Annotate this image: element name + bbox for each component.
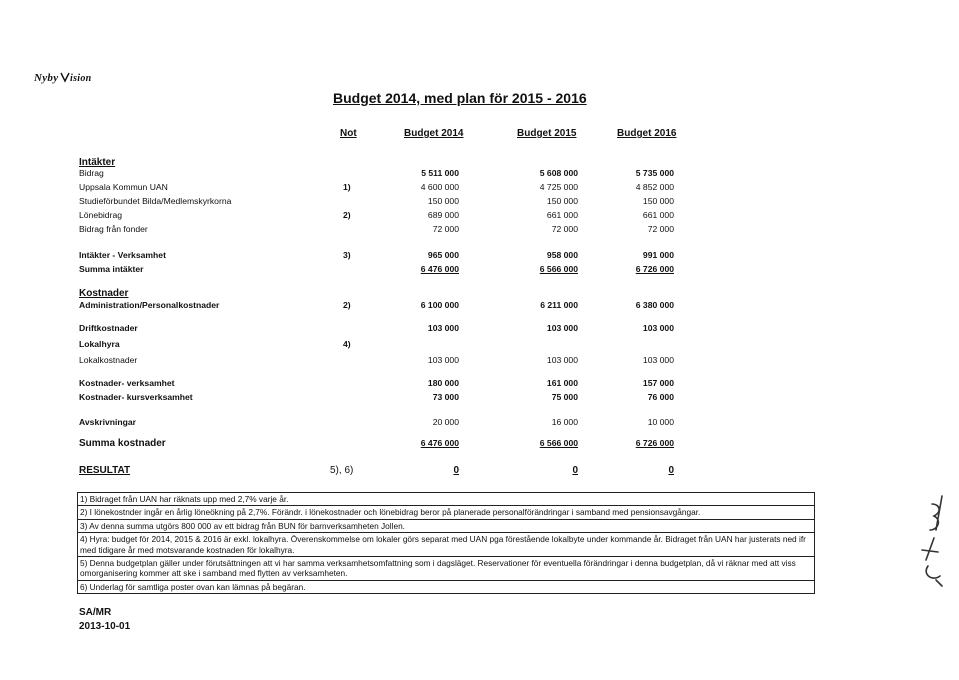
value-2015: 161 000 (546, 378, 578, 388)
row-intakter-verksamhet (0, 250, 959, 263)
value-2016: 6 726 000 (635, 264, 674, 274)
signature-date: 2013-10-01 (79, 621, 131, 632)
row-note: 4) (343, 339, 351, 349)
footnote: 6) Underlag för samtliga poster ovan kan lämnas på begäran. (80, 581, 306, 592)
value-2016: 150 000 (642, 196, 674, 206)
value-2015: 5 608 000 (539, 168, 578, 178)
value-2014: 4 600 000 (420, 182, 459, 192)
row-administration (0, 300, 959, 313)
row-kostnader-verksamhet (0, 378, 959, 391)
value-2014: 20 000 (432, 417, 459, 427)
row-lokalhyra (0, 339, 959, 352)
value-2016: 72 000 (647, 224, 674, 234)
footnote: 1) Bidraget från UAN har räknats upp med 2,7% varje år. (78, 493, 814, 506)
row-note: 5), 6) (330, 465, 354, 476)
logo (34, 70, 100, 88)
value-2016: 6 726 000 (635, 438, 674, 448)
row-note: 3) (343, 250, 351, 260)
value-2015: 0 (572, 465, 578, 476)
section-income: Intäkter (79, 157, 116, 168)
row-uppsala-kommun (0, 182, 959, 195)
row-label: Lokalkostnader (79, 355, 138, 365)
value-2015: 103 000 (546, 355, 578, 365)
row-note: 2) (343, 210, 351, 220)
row-summa-intakter (0, 264, 959, 277)
row-label: Bidrag (79, 168, 104, 178)
row-kostnader-kursverksamhet (0, 392, 959, 405)
row-avskrivningar (0, 417, 959, 430)
value-2016: 103 000 (642, 355, 674, 365)
value-2016: 103 000 (642, 323, 674, 333)
row-lonebidrag (0, 210, 959, 223)
value-2015: 72 000 (551, 224, 578, 234)
row-note: 2) (343, 300, 351, 310)
value-2016: 661 000 (642, 210, 674, 220)
value-2014: 103 000 (427, 323, 459, 333)
value-2014: 5 511 000 (421, 168, 459, 178)
row-label: Administration/Personalkostnader (79, 300, 220, 310)
value-2014: 72 000 (432, 224, 459, 234)
row-lokalkostnader (0, 355, 959, 368)
signature-initials: SA/MR (79, 607, 112, 618)
header-note: Not (340, 128, 357, 139)
value-2016: 5 735 000 (635, 168, 674, 178)
footnote: 5) Denna budgetplan gäller under förutsättningen att vi har samma verksamhetsomfattning som i dagsläget. Reservationer för eventuella förändringar i denna budgetplan, då vi räknar med att viss omorganisering kommer att ske i samband med flytten av verksamheten. (78, 557, 814, 581)
row-label: Summa intäkter (79, 264, 144, 274)
row-summa-kostnader (0, 438, 959, 451)
value-2014: 73 000 (432, 392, 459, 402)
value-2015: 958 000 (546, 250, 578, 260)
value-2015: 16 000 (551, 417, 578, 427)
logo-mark (34, 70, 100, 84)
value-2014: 180 000 (427, 378, 459, 388)
value-2015: 661 000 (546, 210, 578, 220)
row-note: 1) (343, 182, 351, 192)
value-2014: 6 100 000 (420, 300, 459, 310)
footnotes (77, 492, 815, 594)
section-costs: Kostnader (79, 288, 129, 299)
row-label: Lönebidrag (79, 210, 123, 220)
row-bidrag (0, 168, 959, 181)
value-2015: 6 566 000 (539, 264, 578, 274)
row-resultat (0, 465, 959, 478)
value-2014: 6 476 000 (420, 438, 459, 448)
value-2015: 6 566 000 (539, 438, 578, 448)
row-label: Driftkostnader (79, 323, 138, 333)
row-label: Summa kostnader (79, 438, 166, 449)
row-label: Kostnader- verksamhet (79, 378, 175, 388)
header-budget-2015: Budget 2015 (517, 128, 577, 139)
svg-text:ision: ision (70, 73, 92, 84)
footnote: 2) I lönekostnder ingår en årlig löneökning på 2,7%. Förändr. i lönekostnader och lönebidrag beror på planerade personalförändringar i samband med pensionsavgångar. (78, 506, 814, 519)
value-2016: 6 380 000 (635, 300, 674, 310)
page-title: Budget 2014, med plan för 2015 - 2016 (333, 90, 587, 106)
value-2016: 0 (668, 465, 674, 476)
value-2016: 157 000 (642, 378, 674, 388)
value-2015: 150 000 (546, 196, 578, 206)
value-2014: 6 476 000 (420, 264, 459, 274)
value-2015: 6 211 000 (540, 300, 578, 310)
value-2016: 10 000 (647, 417, 674, 427)
row-label: Lokalhyra (79, 339, 120, 349)
row-label: Kostnader- kursverksamhet (79, 392, 193, 402)
value-2015: 75 000 (551, 392, 578, 402)
footnote: 3) Av denna summa utgörs 800 000 av ett bidrag från BUN för barnverksamheten Jollen. (78, 520, 814, 533)
header-budget-2016: Budget 2016 (617, 128, 677, 139)
svg-text:Nyby: Nyby (34, 72, 59, 84)
handwritten-signature (912, 490, 952, 590)
value-2014: 0 (453, 465, 459, 476)
value-2014: 689 000 (427, 210, 459, 220)
value-2016: 991 000 (642, 250, 674, 260)
value-2016: 4 852 000 (635, 182, 674, 192)
value-2014: 150 000 (427, 196, 459, 206)
value-2015: 103 000 (546, 323, 578, 333)
row-bidrag-fonder (0, 224, 959, 237)
row-driftkostnader (0, 323, 959, 336)
row-label: Avskrivningar (79, 417, 136, 427)
value-2014: 103 000 (427, 355, 459, 365)
value-2015: 4 725 000 (539, 182, 578, 192)
header-budget-2014: Budget 2014 (404, 128, 464, 139)
row-label: Studieförbundet Bilda/Medlemskyrkorna (79, 196, 232, 206)
row-label: Uppsala Kommun UAN (79, 182, 168, 192)
row-label: RESULTAT (79, 465, 131, 476)
row-label: Bidrag från fonder (79, 224, 148, 234)
footnote: 4) Hyra: budget för 2014, 2015 & 2016 är exkl. lokalhyra. Överenskommelse om lokaler görs separat med UAN pga förestående lokalbyte under kommande år. Bidraget från UAN har justerats ned ifr med tidigare år med motsvarande kostnaden för lokalhyra. (78, 533, 814, 557)
row-label: Intäkter - Verksamhet (79, 250, 166, 260)
value-2016: 76 000 (647, 392, 674, 402)
value-2014: 965 000 (427, 250, 459, 260)
row-studieforbundet (0, 196, 959, 209)
